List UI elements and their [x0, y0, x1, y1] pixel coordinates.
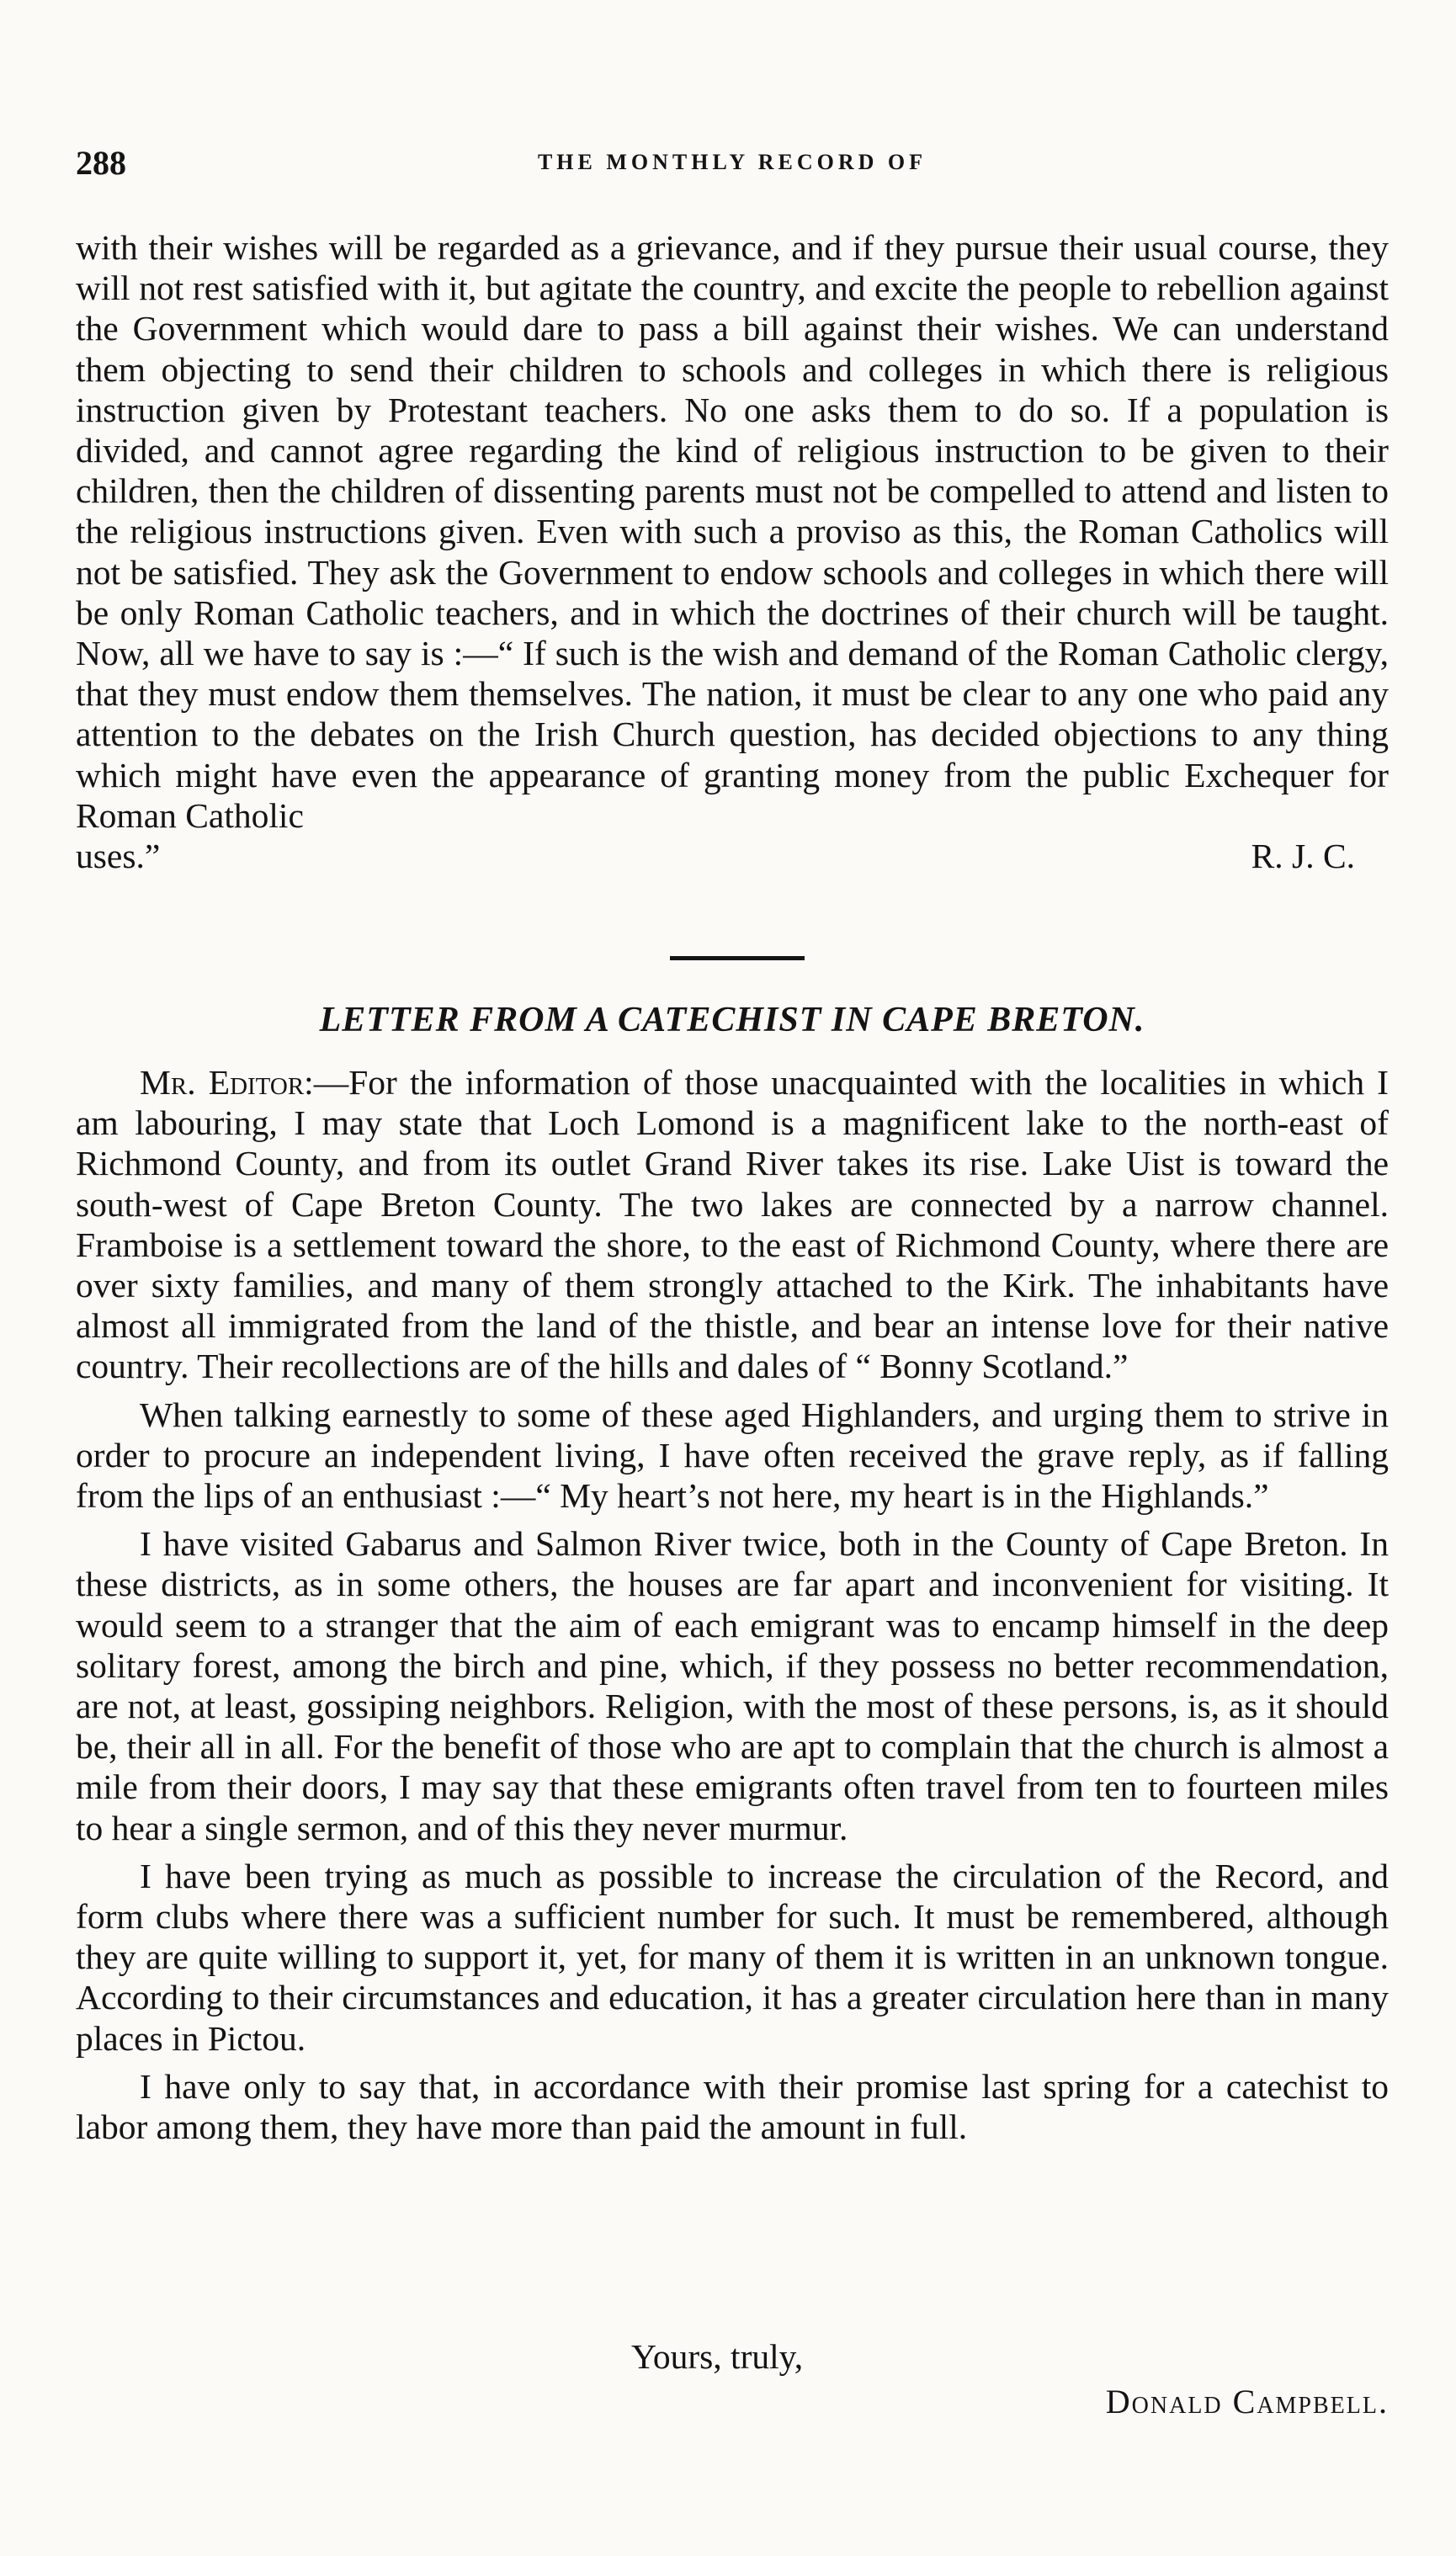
continued-signoff [76, 836, 1389, 876]
continued-paragraph: with their wishes will be regarded as a grievance, and if they pursue their usual course, they will not rest satisfied with it, but agitate the country, and excite the people to rebellion against the Government which would dare to pass a bill against their wishes. We can understand them objecting to send their children to schools and colleges in which there is religious instruction given by Protestant teachers. No one asks them to do so. If a population is divided, and cannot agree regarding the kind of religious instruction to be given to their children, then the children of dissenting parents must not be compelled to attend and listen to the religious instructions given. Even with such a proviso as this, the Roman Catholics will not be satisfied. They ask the Government to endow schools and colleges in which there will be only Roman Catholic teachers, and in which the doctrines of their church will be taught. Now, all we have to say is :—“ If such is the wish and demand of the Roman Catholic clergy, that they must endow them themselves. The nation, it must be clear to any one who paid any attention to the debates on the Irish Church question, has decided objections to any thing which might have even the appearance of granting money from the public Exchequer for Roman Catholic [76, 228, 1389, 835]
section-divider [670, 956, 805, 960]
letter-paragraph-1 [76, 1062, 1389, 1387]
letter-body [76, 1062, 1389, 2155]
signature: Donald Campbell. [1105, 2383, 1389, 2420]
closing: Yours, truly, [631, 2337, 804, 2376]
running-head: THE MONTHLY RECORD OF [537, 150, 927, 174]
letter-paragraph-4: I have been trying as much as possible to increase the circulation of the Record, and form clubs where there was a sufficient number for such. It must be remembered, although they are quite willing to support it, yet, for many of them it is written in an unknown tongue. According to their circumstances and education, it has a greater circulation here than in many places in Pictou. [76, 1856, 1389, 2058]
page-number: 288 [76, 144, 126, 182]
letter-paragraph-3: I have visited Gabarus and Salmon River twice, both in the County of Cape Breton. In these districts, as in some others, the houses are far apart and inconvenient for visiting. It would seem to a stranger that the aim of each emigrant was to encamp himself in the deep solitary forest, among the birch and pine, which, if they possess no better recommendation, are not, at least, gossiping neighbors. Religion, with the most of these persons, is, as it should be, their all in all. For the benefit of those who are apt to complain that the church is almost a mile from their doors, I may say that these emigrants often travel from ten to fourteen miles to hear a single sermon, and of this they never murmur. [76, 1524, 1389, 1847]
continued-last-line: uses.” [76, 837, 161, 876]
letter-paragraph-5: I have only to say that, in accordance with their promise last spring for a catechist to labor among them, they have more than paid the amount in full. [76, 2066, 1389, 2147]
letter-paragraph-2: When talking earnestly to some of these aged Highlanders, and urging them to strive in order to procure an independent living, I have often received the grave reply, as if falling from the lips of an enthusiast :—“ My heart’s not here, my heart is in the Highlands.” [76, 1395, 1389, 1516]
author-initials: R. J. C. [1251, 837, 1355, 876]
paragraph-text: :—For the information of those unacquainted with the localities in which I am labouring, I may state that Loch Lomond is a magnificent lake to the north-east of Richmond County, and from its outlet Grand River takes its rise. Lake Uist is toward the south-west of Cape Breton County. The two lakes are connected by a narrow channel. Framboise is a settlement toward the shore, to the east of Richmond County, where there are over sixty families, and many of them strongly attached to the Kirk. The inhabitants have almost all immigrated from the land of the thistle, and bear an intense love for their native country. Their recollections are of the hills and dales of “ Bonny Scotland.” [76, 1063, 1390, 1386]
continued-article [76, 227, 1389, 876]
page-header [76, 143, 1389, 194]
salutation: Mr. Editor [140, 1063, 305, 1102]
article-title: LETTER FROM A CATECHIST IN CAPE BRETON. [319, 1001, 1145, 1039]
